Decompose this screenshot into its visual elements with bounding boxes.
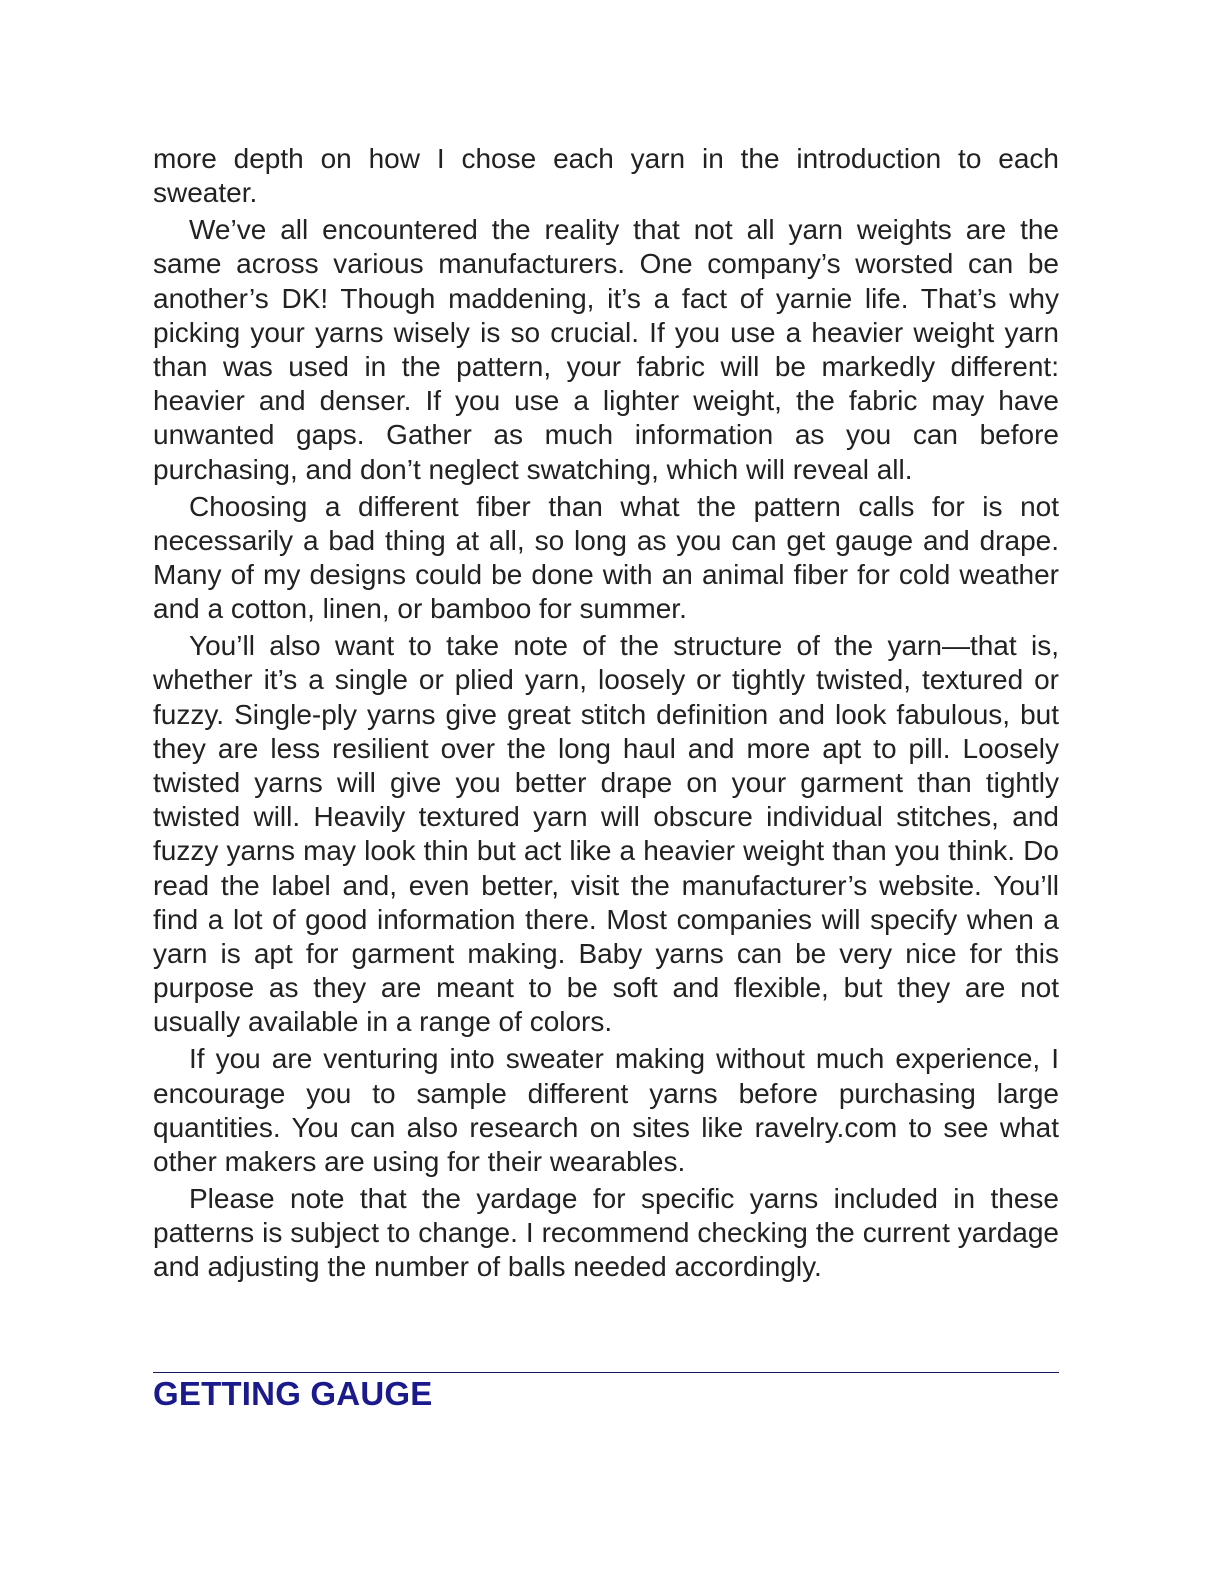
paragraph-yarn-structure: You’ll also want to take note of the structure of the yarn—that is, whether it’s a single or plied yarn, loosely or tightly twisted, textured or fuzzy. Single-ply yarns give great stitch definition and look fabulous, but they are less resilient over the long haul and more apt to pill. Loosely twisted yarns will give you better drape on your garment than tightly twisted will. Heavily textured yarn will obscure individual stitches, and fuzzy yarns may look thin but act like a heavier weight than you think. Do read the label and, even better, visit the manufacturer’s website. You’ll find a lot of good information there. Most companies will specify when a yarn is apt for garment making. Baby yarns can be very nice for this purpose as they are meant to be soft and flexible, but they are not usually available in a range of colors. (153, 630, 1059, 1038)
document-body (153, 142, 1059, 1287)
paragraph-yardage-note: Please note that the yardage for specific yarns included in these patterns is subject to change. I recommend checking the current yardage and adjusting the number of balls needed accordingly. (153, 1183, 1059, 1283)
paragraph-sampling: If you are venturing into sweater making without much experience, I encourage you to sample different yarns before purchasing large quantities. You can also research on sites like ravelry.com to see what other makers are using for their wearables. (153, 1043, 1059, 1178)
paragraph-fiber-choice: Choosing a different fiber than what the pattern calls for is not necessarily a bad thing at all, so long as you can get gauge and drape. Many of my designs could be done with an animal fiber for cold weather and a cotton, linen, or bamboo for summer. (153, 490, 1059, 625)
paragraph-yarn-weights: We’ve all encountered the reality that not all yarn weights are the same across various manufacturers. One company’s worsted can be another’s DK! Though maddening, it’s a fact of yarnie life. That’s why picking your yarns wisely is so crucial. If you use a heavier weight yarn than was used in the pattern, your fabric will be markedly different: heavier and denser. If you use a lighter weight, the fabric may have unwanted gaps. Gather as much information as you can before purchasing, and don’t neglect swatching, which will reveal all. (153, 214, 1059, 485)
section-heading: GETTING GAUGE (153, 1375, 433, 1412)
section-divider (153, 1372, 1059, 1373)
paragraph-continuation: more depth on how I chose each yarn in the introduction to each sweater. (153, 143, 1059, 209)
